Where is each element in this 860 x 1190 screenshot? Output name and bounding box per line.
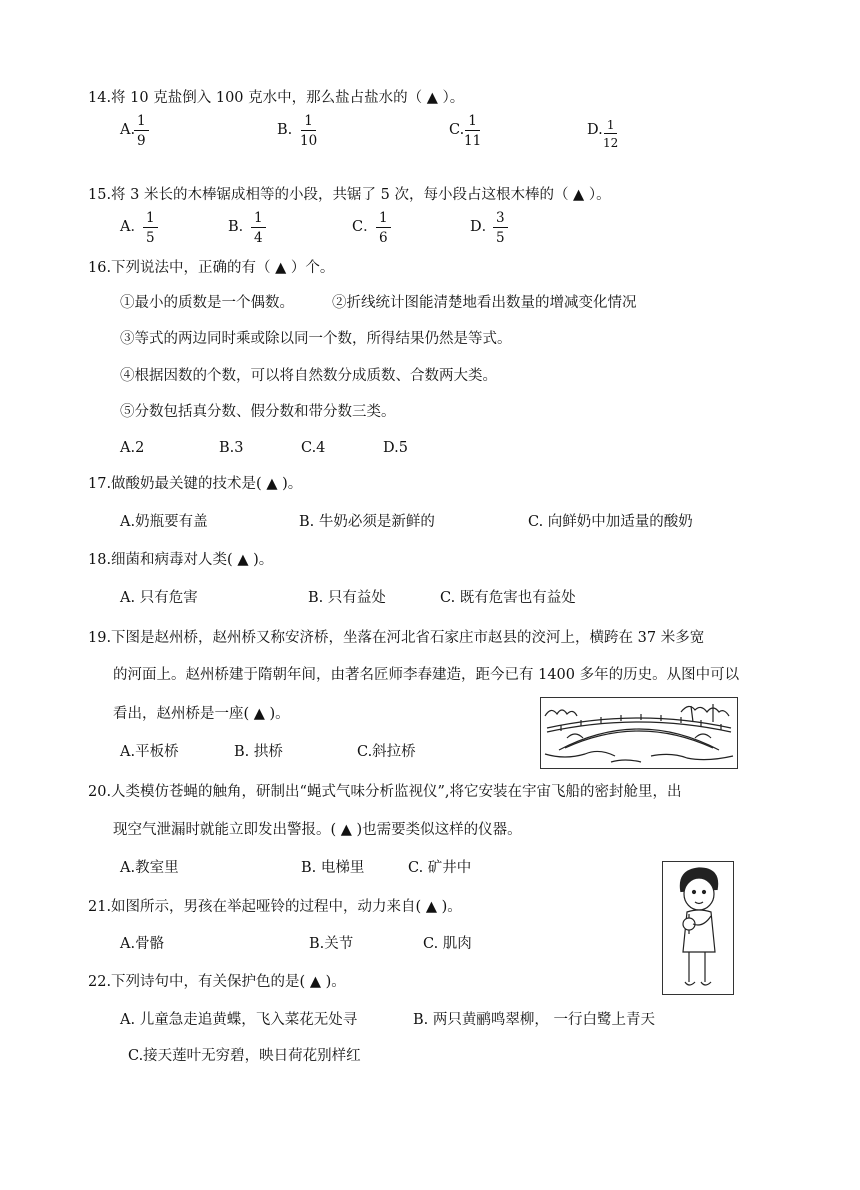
question-22: 22.下列诗句中，有关保护色的是( ▲ )。 <box>88 974 346 990</box>
q15-option-d-label: D． <box>470 219 497 235</box>
boy-lifting-dumbbell-image <box>662 861 734 995</box>
question-20-line-2: 现空气泄漏时就能立即发出警报。( ▲ )也需要类似这样的仪器。 <box>113 822 522 838</box>
q22-option-a: A. 儿童急走追黄蝶，飞入菜花无处寻 <box>120 1012 358 1028</box>
q16-option-a: A.2 <box>120 440 145 456</box>
q21-option-a: A.骨骼 <box>120 936 165 952</box>
q20-option-b: B. 电梯里 <box>301 860 365 876</box>
q18-option-b: B. 只有益处 <box>308 590 386 606</box>
denominator: 10 <box>300 133 318 149</box>
q15-option-c-fraction <box>376 210 391 246</box>
q16-option-d: D.5 <box>383 440 408 456</box>
numerator: 1 <box>143 210 158 228</box>
denominator: 4 <box>254 230 263 246</box>
denominator: 5 <box>496 230 505 246</box>
q15-option-b-fraction <box>251 210 266 246</box>
denominator: 11 <box>464 133 482 149</box>
q16-statement-3: ③等式的两边同时乘或除以同一个数，所得结果仍然是等式。 <box>120 331 512 347</box>
q16-statement-4: ④根据因数的个数，可以将自然数分成质数、合数两大类。 <box>120 368 497 384</box>
q22-option-b: B. 两只黄鹂鸣翠柳， 一行白鹭上青天 <box>413 1012 655 1028</box>
denominator: 5 <box>146 230 155 246</box>
q14-option-a-label: A. <box>120 122 136 138</box>
q17-option-b: B. 牛奶必须是新鲜的 <box>299 514 435 530</box>
q14-option-d-label: D. <box>587 122 603 138</box>
q16-statement-5: ⑤分数包括真分数、假分数和带分数三类。 <box>120 404 396 420</box>
q17-option-c: C. 向鲜奶中加适量的酸奶 <box>528 514 693 530</box>
q19-option-b: B. 拱桥 <box>234 744 283 760</box>
q15-option-a-label: A． <box>120 219 145 235</box>
numerator: 1 <box>301 113 316 131</box>
q15-option-c-label: C． <box>352 219 378 235</box>
numerator: 1 <box>376 210 391 228</box>
q18-option-c: C. 既有危害也有益处 <box>440 590 576 606</box>
denominator: 6 <box>379 230 388 246</box>
numerator: 1 <box>465 113 480 131</box>
numerator: 3 <box>493 210 508 228</box>
question-21: 21.如图所示，男孩在举起哑铃的过程中，动力来自( ▲ )。 <box>88 899 462 915</box>
q14-option-d-fraction <box>603 118 618 150</box>
question-14: 14.将 10 克盐倒入 100 克水中，那么盐占盐水的（ ▲ ）。 <box>88 90 465 106</box>
q15-option-b-label: B． <box>228 219 254 235</box>
zhaozhou-bridge-image <box>540 697 738 769</box>
denominator: 12 <box>603 136 619 150</box>
question-18: 18.细菌和病毒对人类( ▲ )。 <box>88 552 274 568</box>
q15-option-a-fraction <box>143 210 158 246</box>
q21-option-b: B.关节 <box>309 936 354 952</box>
question-16: 16.下列说法中，正确的有（ ▲ ）个。 <box>88 260 335 276</box>
q15-option-d-fraction <box>493 210 508 246</box>
q14-option-b-label: B. <box>277 122 293 138</box>
q16-statement-2: ②折线统计图能清楚地看出数量的增减变化情况 <box>332 295 637 311</box>
question-20-line-1: 20.人类模仿苍蝇的触角，研制出“蝇式气味分析监视仪”,将它安装在宇宙飞船的密封舱里，出 <box>88 784 682 800</box>
q22-option-c: C.接天莲叶无穷碧，映日荷花别样红 <box>128 1048 361 1064</box>
q14-option-b-fraction <box>300 113 317 149</box>
q19-option-a: A.平板桥 <box>120 744 179 760</box>
numerator: 1 <box>134 113 149 131</box>
q17-option-a: A.奶瓶要有盖 <box>120 514 208 530</box>
q14-option-c-fraction <box>464 113 481 149</box>
q16-statement-1: ①最小的质数是一个偶数。 <box>120 295 294 311</box>
q20-option-a: A.教室里 <box>120 860 179 876</box>
q16-option-c: C.4 <box>301 440 326 456</box>
q16-option-b: B.3 <box>219 440 244 456</box>
question-19-line-2: 的河面上。赵州桥建于隋朝年间，由著名匠师李春建造，距今已有 1400 多年的历史。从图中可以 <box>113 667 740 683</box>
denominator: 9 <box>137 133 146 149</box>
q21-option-c: C. 肌肉 <box>423 936 472 952</box>
q20-option-c: C. 矿井中 <box>408 860 472 876</box>
question-19-line-1: 19.下图是赵州桥，赵州桥又称安济桥，坐落在河北省石家庄市赵县的洨河上，横跨在 37 米多宽 <box>88 630 705 646</box>
q18-option-a: A. 只有危害 <box>120 590 198 606</box>
q14-option-c-label: C. <box>449 122 465 138</box>
q14-option-a-fraction <box>134 113 149 149</box>
q19-option-c: C.斜拉桥 <box>357 744 416 760</box>
question-15: 15.将 3 米长的木棒锯成相等的小段，共锯了 5 次，每小段占这根木棒的（ ▲ ）。 <box>88 187 611 203</box>
numerator: 1 <box>604 118 618 134</box>
numerator: 1 <box>251 210 266 228</box>
question-19-line-3: 看出，赵州桥是一座( ▲ )。 <box>113 706 290 722</box>
question-17: 17.做酸奶最关键的技术是( ▲ )。 <box>88 476 303 492</box>
